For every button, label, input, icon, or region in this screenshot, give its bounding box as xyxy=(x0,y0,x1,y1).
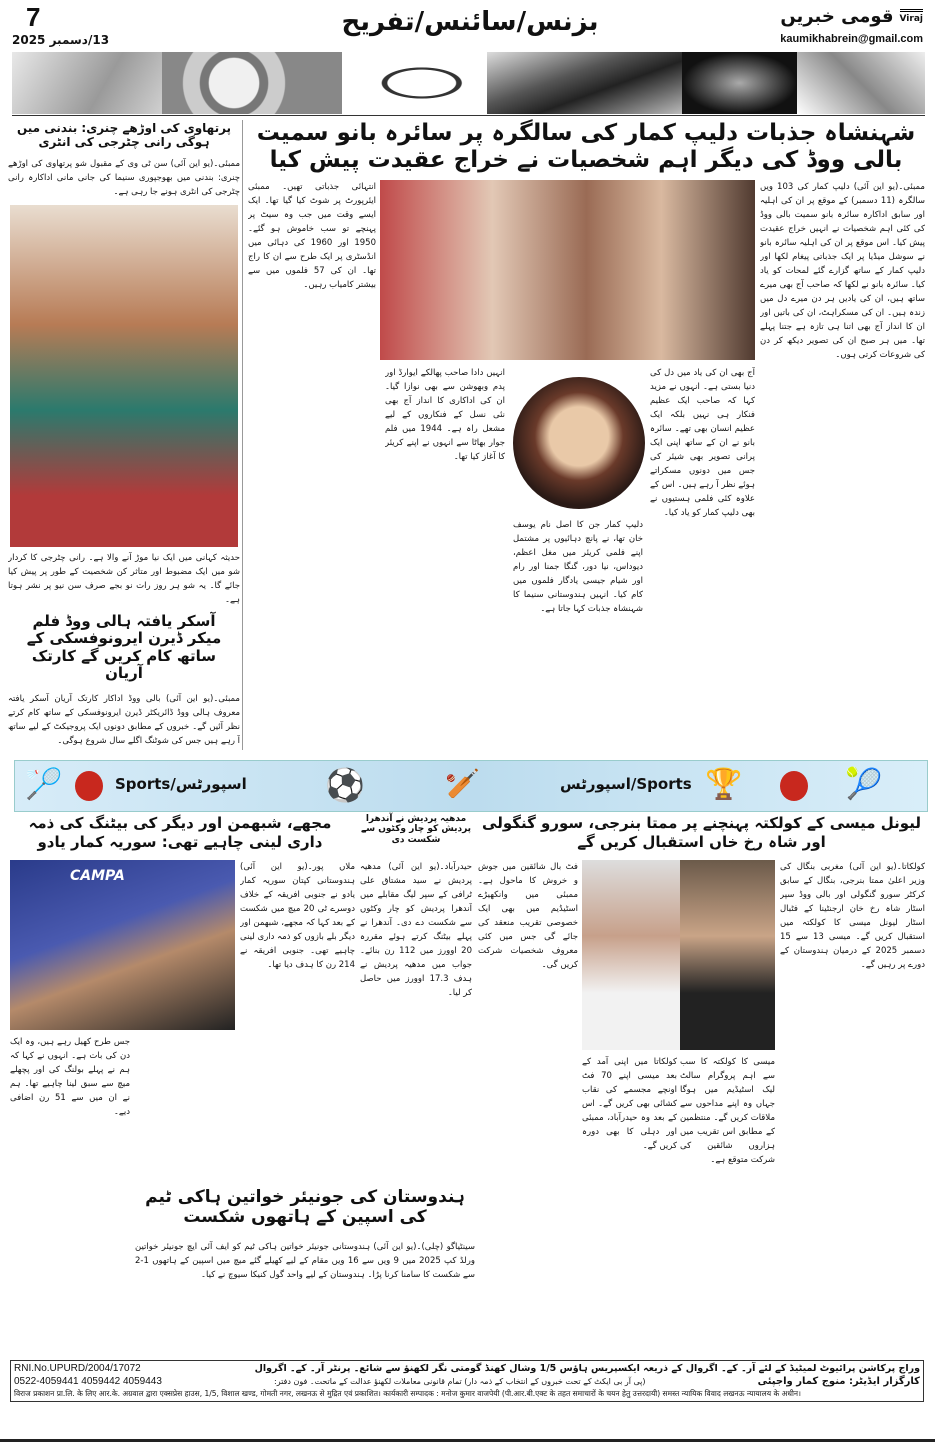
mamata-banerjee-photo xyxy=(582,860,680,1050)
left-story-1-text-top: ممبئی۔(یو این آئی) سن ٹی وی کے مقبول شو پرتھاوی کی اوڑھے چنری: بندنی میں بھوجپوری سنیما کی جانی مانی اداکارہ رانی چٹرجی کی انٹری ہونے جا رہی ہے۔ xyxy=(8,159,240,197)
rni-number: RNI.No.UPURD/2004/17072 xyxy=(14,1363,141,1374)
messi-story-column-4: فٹ بال شائقین میں جوش و خروش کا ماحول ہے۔ ممبئی میں وانکھیڑے اسٹیڈیم میں بھی ایک خصوصی تقریب منعقد کی جائے گی جس میں کئی معروف شخصیات شرکت کریں گی۔ xyxy=(478,862,578,970)
phone-numbers: 0522-4059441 4059442 4059443 xyxy=(14,1376,162,1387)
messi-story-headline: لیونل میسی کے کولکتہ پہنچنے پر ممتا بنرجی، سورو گنگولی اور شاہ رخ خاں استقبال کریں گے xyxy=(482,814,921,851)
legal-note: (پی آر بی ایکٹ کے تحت خبروں کے انتخاب کے ذمہ دار) تمام قانونی معاملات لکھنؤ عدالت کے ماتحت۔ فون دفتر: xyxy=(274,1377,646,1386)
saira-banu-portrait xyxy=(511,375,647,511)
surya-story-headline: مجھے، شبھمن اور دیگر کی بیٹنگ کی ذمہ داری لینی چاہیے تھی: سوریہ کمار یادو xyxy=(28,814,332,851)
herbs-image xyxy=(12,52,162,114)
suryakumar-yadav-photo xyxy=(10,860,235,1030)
globes-image xyxy=(162,52,342,114)
publisher-line: وراج پرکاشن پرائیوٹ لمیٹیڈ کے لئے آر۔ کے۔ اگروال کے ذریعہ ایکسپریس ہاؤس 1/5 وشال کھنڈ گومتی نگر لکھنؤ سے شائع۔ پرنٹر آر۔ کے۔ اگروال xyxy=(254,1363,920,1374)
main-story-column-3: دلیپ کمار جن کا اصل نام یوسف خان تھا، نے پانچ دہائیوں پر مشتمل اپنے فلمی کریئر میں مغل اعظم، دیوداس، نیا دور، گنگا جمنا اور رام اور شیام جیسی یادگار فلموں میں کام کیا۔ انہیں ہندوستانی سنیما کا شہنشاہ جذبات کہا جاتا ہے۔ xyxy=(513,520,643,614)
page-number: 7 xyxy=(26,2,41,32)
messi-story-column-3: کولکاتا میں اپنی آمد کے بعد میسی اپنے 70 فٹ اونچے مجسمے کی نقاب کشائی بھی کریں گے۔ اس کے بعد وہ حیدرآباد، ممبئی اور دہلی کا بھی دورہ کریں گے۔ xyxy=(582,1057,677,1151)
mp-story-headline: مدھیہ پردیش نے آندھرا پردیش کو چار وکٹوں سے شکست دی xyxy=(360,814,472,845)
imprint-row-2 xyxy=(14,1376,920,1387)
sponsor-logo-text: CAMPA xyxy=(70,868,125,884)
main-story-column-5: انتہائی جذباتی تھیں۔ ممبئی ایئرپورٹ پر شوٹ کیا گیا تھا۔ ایک ایسے وقت میں جب وہ سیٹ پر پہنچے تو سب خاموش ہو گئے۔ 1950 اور 1960 کی دہائی میں انڈسٹری پر ایک طرح سے ان کا راج تھا۔ ان کی 57 فلموں میں سے بیشتر کامیاب رہیں۔ xyxy=(248,182,376,290)
hindi-imprint: विराज प्रकाशन प्रा.लि. के लिए आर.के. अग्रवाल द्वारा एक्सप्रेस हाउस, 1/5, विशाल खण्ड, गोमती नगर, लखनऊ से मुद्रित एवं प्रकाशित। कार्यकारी सम्पादक : मनोज कुमार वाजपेयी (पी.आर.बी.एक्ट के तहत समाचारों के चयन हेतु उत्तरदायी) समस्त न्यायिक विवाद लखनऊ न्यायालय के अधीन। xyxy=(14,1389,801,1398)
logo-title: قومی خبریں xyxy=(780,6,894,27)
left-story-1-text-bottom: حدیثہ کہانی میں ایک نیا موڑ آنے والا ہے۔ رانی چٹرجی کا کردار شو میں ایک مضبوط اور متاثر کن شخصیت کے طور پر پیش کیا جائے گا۔ یہ شو ہر روز رات نو بجے صرف سن نیو پر نشر ہوتا ہے۔ xyxy=(8,553,240,605)
film-reel-image xyxy=(487,52,682,114)
surya-story-column-2: جس طرح کھیل رہے ہیں، وہ ایک دن کی بات ہے۔ انہوں نے کہا کہ ہم نے پہلے بولنگ کی اور پچھلے میچ سے سبق لینا چاہیے تھا۔ ہم نے ان میں سے 51 رن اضافی دیے۔ xyxy=(10,1037,130,1117)
shahrukh-khan-photo xyxy=(680,860,775,1050)
cricket-ball-icon xyxy=(780,771,808,801)
contact-email: kaumikhabrein@gmail.com xyxy=(780,33,923,45)
tennis-rackets-icon: 🎾 xyxy=(845,767,883,802)
surya-story-column-1: ملاں پور۔(یو این آئی) ہندوستانی کپتان سوریہ کمار یادو نے جنوبی افریقہ کے خلاف دوسرے ٹی 20 میچ میں شکست کے بعد کہا کہ مجھے، شبھمن اور دیگر بلے بازوں کو ذمہ داری لینی چاہیے تھی۔ جنوبی افریقہ نے 214 رن کا ہدف دیا تھا۔ xyxy=(240,862,355,970)
header-rule xyxy=(12,115,925,116)
main-story-column-2: آج بھی ان کی یاد میں دل کی دنیا بستی ہے۔ انہوں نے مزید کہا کہ صاحب ایک عظیم فنکار ہی نہیں بلکہ ایک عظیم انسان بھی تھے۔ سائرہ بانو نے ان کے ساتھ اپنی ایک پرانی تصویر بھی شیئر کی جس میں دونوں مسکراتے ہوئے نظر آ رہے ہیں۔ اس کے علاوہ کئی فلمی ہستیوں نے بھی دلیپ کمار کو یاد کیا۔ xyxy=(650,368,755,518)
trophy-icon: 🏆 xyxy=(705,767,743,802)
imprint-box xyxy=(10,1360,924,1402)
section-title: بزنس/سائنس/تفریح xyxy=(341,7,599,37)
cricket-batsman-icon: 🏏 xyxy=(445,767,480,800)
messi-story-column-2: میسی کا کولکتہ کا سب سے اہم پروگرام سالٹ لیک اسٹیڈیم میں ہوگا جہاں وہ اپنے مداحوں سے ملاقات کریں گے۔ منتظمین کے مطابق اس تقریب میں ہزاروں شائقین کی شرکت متوقع ہے۔ xyxy=(680,1057,775,1165)
main-story-column-1: ممبئی۔(یو این آئی) دلیپ کمار کی 103 ویں سالگرہ (11 دسمبر) کے موقع پر ان کی اہلیہ اور سابق اداکارہ سائرہ بانو سمیت بالی ووڈ کی کئی اہم شخصیات نے انہیں خراج عقیدت پیش کیا۔ اس موقع پر ان کی اہلیہ سائرہ بانو نے سوشل میڈیا پر ایک جذباتی پیغام لکھا اور دلیپ کمار کے ساتھ گزارے گئے لمحات کو یاد کیا۔ سائرہ بانو نے لکھا کہ صاحب آج بھی میرے ساتھ ہیں، ان کی یادیں ہر دن میرے دل میں زندہ ہیں۔ ان کی مسکراہٹ، ان کی باتیں اور ان کا انداز آج بھی اتنا ہی تازہ ہے جتنا پہلے تھا۔ میں ہر صبح ان کی تصویر دیکھ کر دن کی شروعات کرتی ہوں۔ xyxy=(760,182,925,360)
rani-chatterjee-photo xyxy=(10,205,238,547)
left-story-2-text: ممبئی۔(یو این آئی) بالی ووڈ اداکار کارتک آریان آسکر یافتہ معروف ہالی ووڈ ڈائریکٹر ڈیرن ایرونوفسکی کے ساتھ کام کرتے نظر آئیں گے۔ خبروں کے مطابق دونوں ایک پروجیکٹ کے لیے ساتھ آ رہے ہیں جس کی شوٹنگ اگلے سال شروع ہوگی۔ xyxy=(8,694,240,746)
sports-label-1: اسپورٹس/Sports xyxy=(115,775,247,793)
hockey-story-text: سینٹیاگو (چلی)۔(یو این آئی) ہندوستانی جونیئر خواتین ہاکی ٹیم کو ایف آئی ایچ جونیئر خواتین ورلڈ کپ 2025 میں 9 ویں سے 16 ویں مقام کے لیے کھیلے گئے میچ میں اسپین کے ہاتھوں 1-2 سے شکست کا سامنا کرنا پڑا۔ ہندوستان کے لیے واحد گول کنیکا سیوچ نے کیا۔ xyxy=(135,1242,475,1280)
sports-banner xyxy=(14,760,928,812)
shuttlecock-icon: 🏸 xyxy=(25,767,63,802)
left-story-2-headline: آسکر یافتہ ہالی ووڈ فلم میکر ڈیرن ایرونوفسکی کے ساتھ کام کریں گے کارتک آریان xyxy=(26,612,222,682)
masthead-logo xyxy=(780,6,923,27)
left-story-1-headline: پرتھاوی کی اوڑھے چنری: بندنی میں ہوگی رانی چٹرجی کی انٹری xyxy=(16,121,232,149)
anatomy-image xyxy=(682,52,797,114)
mp-story-text: حیدرآباد۔(یو این آئی) مدھیہ پردیش نے سید مشتاق علی ٹرافی کے سپر لیگ مقابلے میں آندھرا پردیش کو چار وکٹوں سے شکست دے دی۔ آندھرا نے پہلے بیٹنگ کرتے ہوئے مقررہ 20 اوورز میں 112 رن بنائے۔ جواب میں مدھیہ پردیش نے ہدف 17.3 اوورز میں حاصل کر لیا۔ xyxy=(360,862,472,998)
logo-mark: Viraj xyxy=(900,9,924,24)
football-icon: ⚽ xyxy=(325,766,365,804)
main-story-column-4: انہیں دادا صاحب پھالکے ایوارڈ اور پدم وبھوشن سے بھی نوازا گیا۔ ان کی اداکاری کا انداز آج بھی نئی نسل کے فنکاروں کے لیے مشعل راہ ہے۔ 1944 میں فلم جوار بھاٹا سے انہوں نے اپنے کریئر کا آغاز کیا تھا۔ xyxy=(385,368,505,462)
column-divider xyxy=(242,120,243,750)
issue-date: 13/دسمبر 2025 xyxy=(12,33,110,47)
stethoscope-image xyxy=(342,52,487,114)
imprint-row-1 xyxy=(14,1363,920,1374)
messi-story-column-1: کولکاتا۔(یو این آئی) مغربی بنگال کی وزیر اعلیٰ ممتا بنرجی، بنگال کے سابق کرکٹر سورو گنگولی اور بالی ووڈ سپر اسٹار شاہ رخ خان ارجنٹینا کے فٹبال اسٹار لیونل میسی کا کولکتہ میں استقبال کریں گے۔ میسی 13 سے 15 دسمبر 2025 کے درمیان ہندوستان کے دورے پر رہیں گے۔ xyxy=(780,862,925,970)
dilip-kumar-saira-banu-photo xyxy=(380,180,755,360)
footer-rule xyxy=(0,1439,935,1442)
main-story-headline: شہنشاہ جذبات دلیپ کمار کی سالگرہ پر سائرہ بانو سمیت بالی ووڈ کی دیگر اہم شخصیات نے خراج عقیدت پیش کیا xyxy=(256,120,916,173)
editor-line: کارگزار ایڈیٹر: منوج کمار واجپئی xyxy=(757,1376,920,1387)
hockey-story-headline: ہندوستان کی جونیئر خواتین ہاکی ٹیم کی اسپین کے ہاتھوں شکست xyxy=(145,1187,465,1227)
stock-market-image xyxy=(797,52,925,114)
cricket-ball-icon xyxy=(75,771,103,801)
sports-label-2: Sports/اسپورٹس xyxy=(560,775,692,793)
